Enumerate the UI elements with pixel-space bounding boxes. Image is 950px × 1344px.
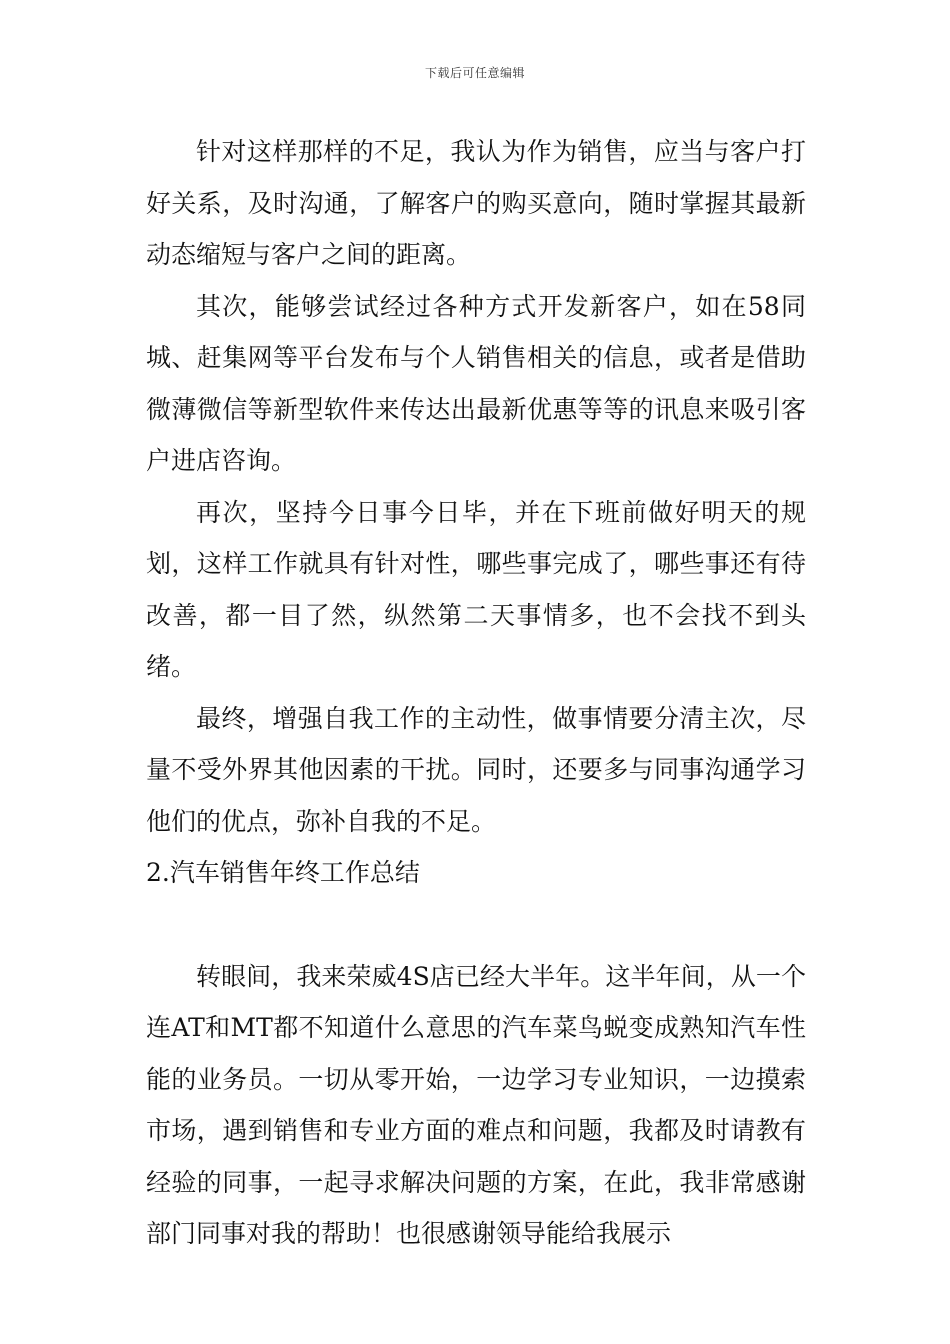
document-body — [146, 126, 806, 1260]
paragraph-shortcomings: 针对这样那样的不足，我认为作为销售，应当与客户打好关系，及时沟通，了解客户的购买意向，随时掌握其最新动态缩短与客户之间的距离。 — [146, 137, 806, 269]
paragraph-new-customers: 其次，能够尝试经过各种方式开发新客户，如在58同城、赶集网等平台发布与个人销售相关的信息，或者是借助微薄微信等新型软件来传达出最新优惠等等的讯息来吸引客户进店咨询。 — [146, 291, 806, 475]
section-spacer — [146, 899, 806, 951]
paragraph-daily-planning: 再次，坚持今日事今日毕，并在下班前做好明天的规划，这样工作就具有针对性，哪些事完成了，哪些事还有待改善，都一目了然，纵然第二天事情多，也不会找不到头绪。 — [146, 497, 806, 681]
section-heading: 2.汽车销售年终工作总结 — [146, 858, 420, 887]
page-header-note: 下载后可任意编辑 — [424, 66, 525, 80]
paragraph-year-end-summary: 转眼间，我来荣威4S店已经大半年。这半年间，从一个连AT和MT都不知道什么意思的汽车菜鸟蜕变成熟知汽车性能的业务员。一切从零开始，一边学习专业知识，一边摸索市场，遇到销售和专业方面的难点和问题，我都及时请教有经验的同事，一起寻求解决问题的方案，在此，我非常感谢部门同事对我的帮助！也很感谢领导能给我展示 — [146, 961, 806, 1248]
paragraph-initiative: 最终，增强自我工作的主动性，做事情要分清主次，尽量不受外界其他因素的干扰。同时，还要多与同事沟通学习他们的优点，弥补自我的不足。 — [146, 703, 806, 836]
